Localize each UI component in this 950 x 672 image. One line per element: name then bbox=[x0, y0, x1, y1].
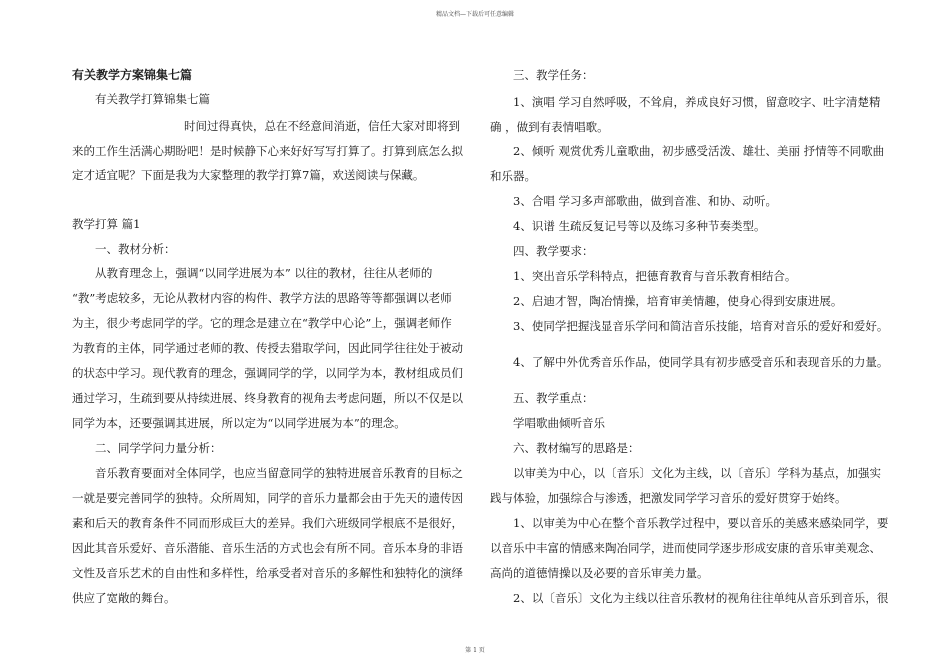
paragraph-line: 的状态中学习。现代教育的理念，强调同学的学，以同学为本，教材组成员们 bbox=[72, 366, 463, 380]
paragraph-line: 通过学习，生疏到要从持续进展、终身教育的视角去考虑问题，所以不仅是以 bbox=[72, 391, 463, 405]
paragraph-line: 供应了宽敞的舞台。 bbox=[72, 591, 176, 605]
paragraph-line: 1、以审美为中心在整个音乐教学过程中，要以音乐的美感来感染同学，要 bbox=[513, 516, 889, 530]
page-number: 第 1 页 bbox=[465, 647, 485, 654]
paragraph-line: 和乐器。 bbox=[490, 169, 536, 183]
paragraph-line: “教”考虑较多，无论从教材内容的构件、教学方法的思路等等都强调以老师 bbox=[72, 291, 452, 305]
paragraph-line: 2、倾听 观赏优秀儿童歌曲，初步感受活泼、雄壮、美丽 抒情等不同歌曲 bbox=[513, 144, 885, 158]
paragraph-line: 3、合唱 学习多声部歌曲，做到音准、和协、动听。 bbox=[513, 194, 777, 208]
paragraph-line: 1、突出音乐学科特点，把德育教育与音乐教育相结合。 bbox=[513, 269, 797, 283]
section-heading: 一、教材分析： bbox=[95, 242, 176, 256]
paragraph-line: 时间过得真快，总在不经意间消逝，信任大家对即将到 bbox=[184, 119, 460, 133]
paragraph-line: 1、演唱 学习自然呼吸，不耸肩，养成良好习惯，留意咬字、吐字清楚精 bbox=[513, 95, 881, 109]
paragraph-line: 学唱歌曲倾听音乐 bbox=[513, 416, 605, 430]
paragraph-line: 文性及音乐艺术的自由性和多样性，给承受者对音乐的多解性和独特化的演绎 bbox=[72, 566, 463, 580]
paragraph-line: 4、了解中外优秀音乐作品，使同学具有初步感受音乐和表现音乐的力量。 bbox=[513, 355, 889, 369]
section-heading: 四、教学要求： bbox=[513, 244, 594, 258]
page-header: 精品文档—下载后可任意编辑 bbox=[435, 11, 514, 18]
paragraph-line: 2、启迪才智，陶冶情操，培育审美情趣，使身心得到安康进展。 bbox=[513, 294, 843, 308]
document-title: 有关教学方案锦集七篇 bbox=[72, 68, 193, 82]
section-heading: 教学打算 篇1 bbox=[72, 217, 141, 231]
paragraph-line: 以审美为中心，以〔音乐〕文化为主线，以〔音乐〕学科为基点，加强实 bbox=[513, 466, 881, 480]
paragraph-line: 素和后天的教育条件不同而形成巨大的差异。我们六班级同学根底不是很好， bbox=[72, 516, 463, 530]
subtitle: 有关教学打算锦集七篇 bbox=[95, 92, 210, 106]
paragraph-line: 定才适宜呢？下面是我为大家整理的教学打算7篇，欢送阅读与保藏。 bbox=[72, 168, 425, 182]
section-heading: 六、教材编写的思路是： bbox=[513, 441, 640, 455]
paragraph-line: 2、以〔音乐〕文化为主线以往音乐教材的视角往往单纯从音乐到音乐，很 bbox=[513, 591, 889, 605]
paragraph-line: 为教育的主体，同学通过老师的教、传授去猎取学问，因此同学往往处于被动 bbox=[72, 341, 463, 355]
paragraph-line: 高尚的道德情操以及必要的音乐审美力量。 bbox=[490, 566, 709, 580]
paragraph-line: 同学为本，还要强调其进展，所以定为“以同学进展为本”的理念。 bbox=[72, 416, 406, 430]
paragraph-line: 践与体验，加强综合与渗透，把激发同学学习音乐的爱好贯穿于始终。 bbox=[490, 491, 847, 505]
paragraph-line: 因此其音乐爱好、音乐潜能、音乐生活的方式也会有所不同。音乐本身的非语 bbox=[72, 541, 463, 555]
section-heading: 三、教学任务： bbox=[513, 68, 594, 82]
paragraph-line: 确 ，做到有表情唱歌。 bbox=[490, 120, 609, 134]
paragraph-line: 音乐教育要面对全体同学，也应当留意同学的独特进展音乐教育的目标之 bbox=[95, 466, 463, 480]
paragraph-line: 从教育理念上，强调“以同学进展为本” 以往的教材，往往从老师的 bbox=[95, 266, 433, 280]
paragraph-line: 4、识谱 生疏反复记号等以及练习多种节奏类型。 bbox=[513, 219, 766, 233]
paragraph-line: 为主，很少考虑同学的学。它的理念是建立在“教学中心论”上，强调老师作 bbox=[72, 316, 452, 330]
paragraph-line: 一就是要完善同学的独特。众所周知，同学的音乐力量都会由于先天的遗传因 bbox=[72, 491, 463, 505]
paragraph-line: 来的工作生活满心期盼吧！是时候静下心来好好写写打算了。打算到底怎么拟 bbox=[72, 144, 463, 158]
section-heading: 五、教学重点： bbox=[513, 391, 594, 405]
section-heading: 二、同学学问力量分析： bbox=[95, 441, 222, 455]
paragraph-line: 3、使同学把握浅显音乐学问和简洁音乐技能，培育对音乐的爱好和爱好。 bbox=[513, 319, 889, 333]
paragraph-line: 以音乐中丰富的情感来陶冶同学，进而使同学逐步形成安康的音乐审美观念、 bbox=[490, 541, 881, 555]
